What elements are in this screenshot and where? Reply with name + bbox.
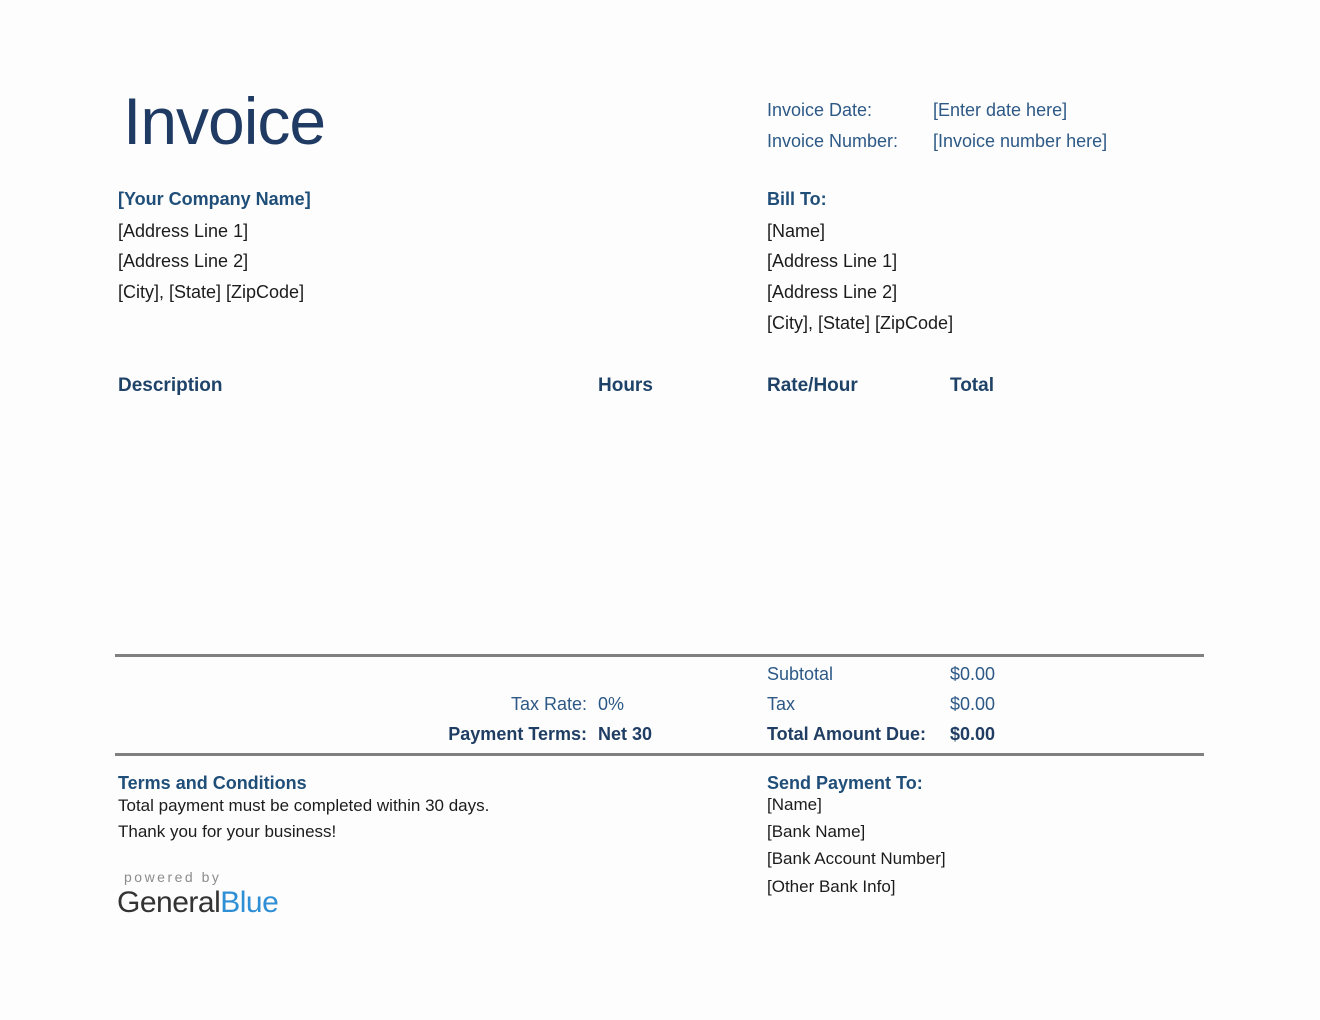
company-address-line-2[interactable]: [Address Line 2]	[118, 251, 249, 271]
invoice-number-placeholder[interactable]: [Invoice number here]	[933, 131, 1108, 151]
payment-terms-label: Payment Terms:	[448, 724, 587, 744]
terms-line-2: Thank you for your business!	[118, 822, 337, 841]
totals-top-divider	[115, 654, 1204, 657]
invoice-number-label: Invoice Number:	[767, 131, 899, 151]
column-header-hours: Hours	[598, 375, 653, 396]
tax-rate-value[interactable]: 0%	[598, 694, 625, 714]
tax-rate-label: Tax Rate:	[510, 694, 587, 714]
bill-to-name[interactable]: [Name]	[767, 221, 826, 241]
invoice-date-placeholder[interactable]: [Enter date here]	[933, 100, 1068, 120]
payment-terms-value[interactable]: Net 30	[598, 724, 653, 744]
total-amount-due-value: $0.00	[950, 724, 996, 744]
company-name-placeholder[interactable]: [Your Company Name]	[118, 189, 311, 209]
totals-bottom-divider	[115, 753, 1204, 756]
bill-to-address-line-1[interactable]: [Address Line 1]	[767, 251, 898, 271]
column-header-total: Total	[950, 375, 994, 396]
terms-line-1: Total payment must be completed within 30 days.	[118, 796, 490, 815]
brand-blue-text: Blue	[220, 886, 279, 919]
bill-to-city-state-zip[interactable]: [City], [State] [ZipCode]	[767, 313, 954, 333]
subtotal-label: Subtotal	[767, 664, 834, 684]
general-blue-logo	[117, 886, 278, 920]
tax-label: Tax	[767, 694, 796, 714]
bill-to-heading: Bill To:	[767, 189, 827, 209]
invoice-title: Invoice	[123, 84, 326, 158]
subtotal-value: $0.00	[950, 664, 996, 684]
payment-account-number-placeholder[interactable]: [Bank Account Number]	[767, 849, 946, 868]
payment-other-info-placeholder[interactable]: [Other Bank Info]	[767, 877, 896, 896]
terms-heading: Terms and Conditions	[118, 773, 307, 793]
send-payment-heading: Send Payment To:	[767, 773, 923, 793]
invoice-date-label: Invoice Date:	[767, 100, 873, 120]
brand-general-text: General	[117, 886, 221, 919]
total-amount-due-label: Total Amount Due:	[767, 724, 926, 744]
company-address-line-1[interactable]: [Address Line 1]	[118, 221, 249, 241]
payment-name-placeholder[interactable]: [Name]	[767, 795, 822, 814]
column-header-description: Description	[118, 375, 223, 396]
powered-by-text: powered by	[124, 869, 222, 885]
column-header-rate-hour: Rate/Hour	[767, 375, 858, 396]
company-city-state-zip[interactable]: [City], [State] [ZipCode]	[118, 282, 305, 302]
tax-value: $0.00	[950, 694, 996, 714]
bill-to-address-line-2[interactable]: [Address Line 2]	[767, 282, 898, 302]
payment-bank-name-placeholder[interactable]: [Bank Name]	[767, 822, 866, 841]
